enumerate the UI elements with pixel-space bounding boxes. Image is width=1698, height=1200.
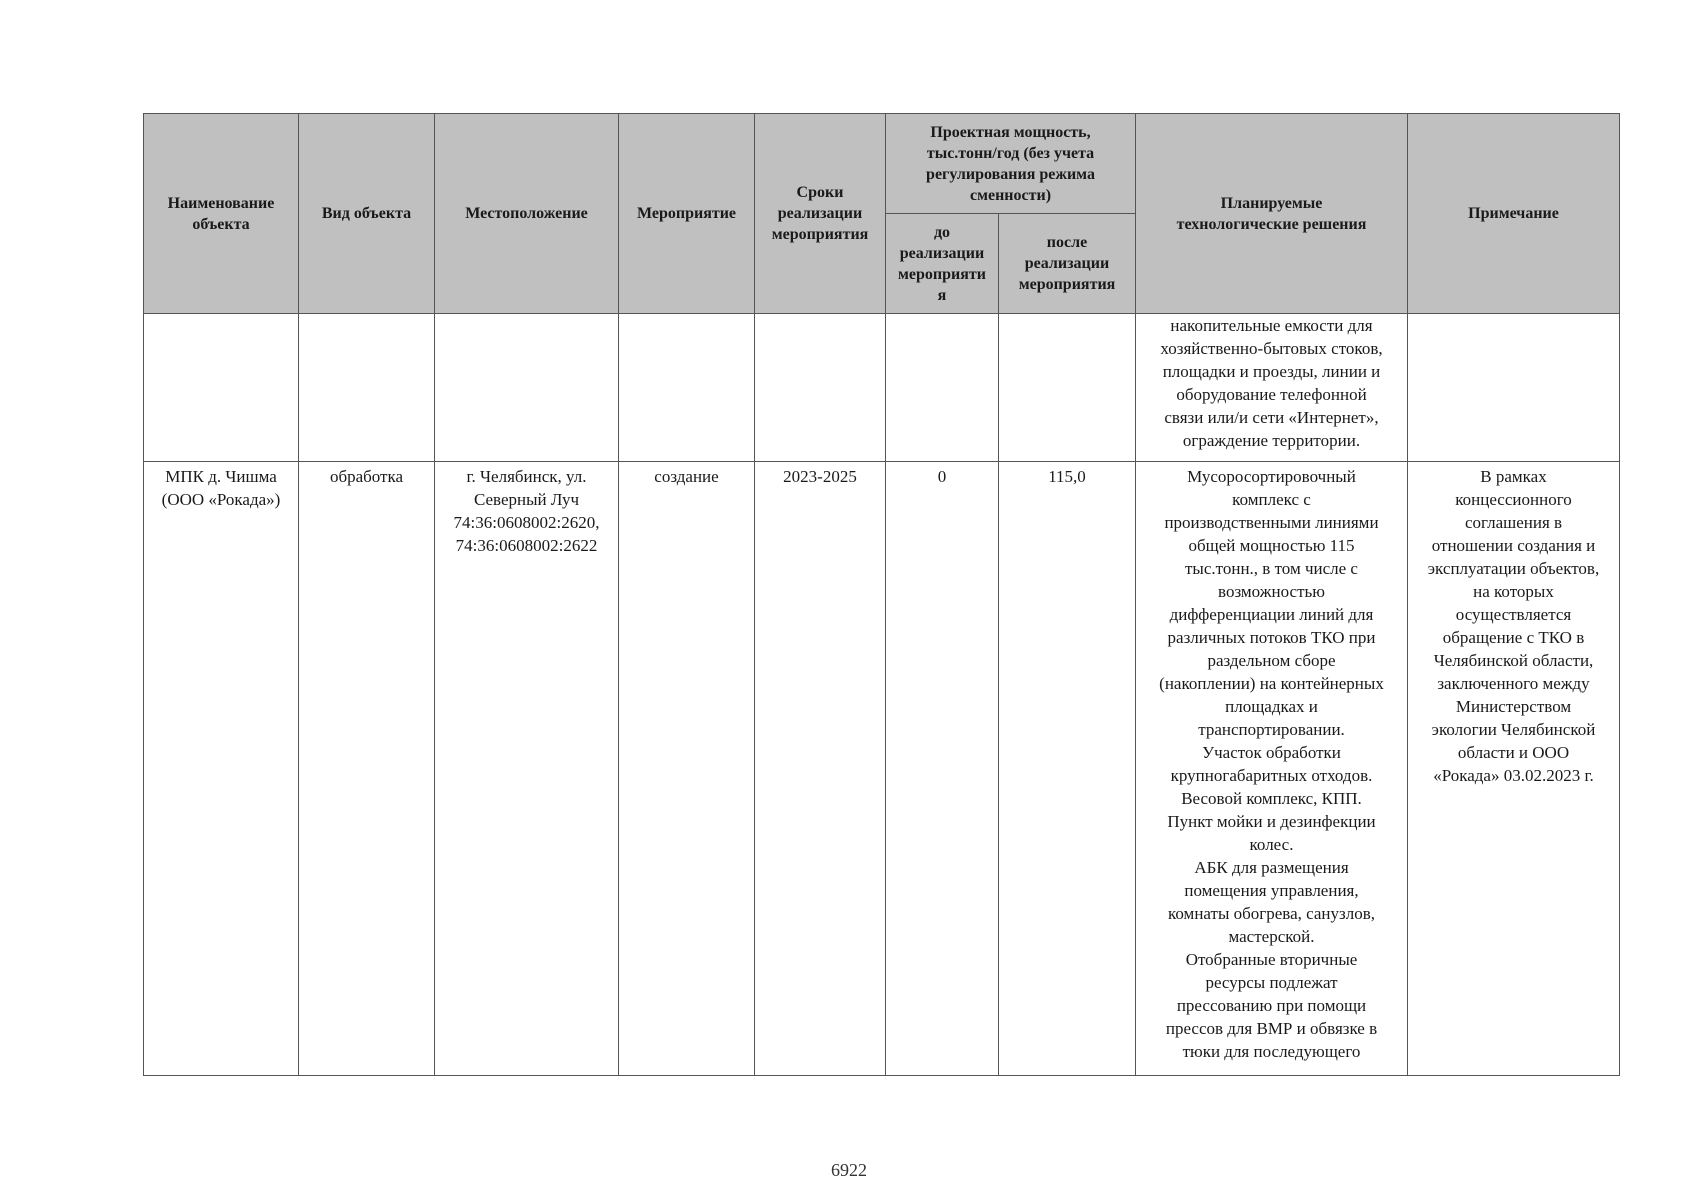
cell-tech: Мусоросортировочный комплекс с производственными линиями общей мощностью 115 тыс.тонн., в том числе с возможностью дифференциации линий для различных потоков ТКО при раздельном сборе (накоплении) на контейнерных площадках и транспортировании. Участок обработки крупногабаритных отходов. Весовой комплекс, КПП. Пункт мойки и дезинфекции колес. АБК для размещения помещения управления, комнаты обогрева, санузлов, мастерской. Отобранные вторичные ресурсы подлежат прессованию при помощи прессов для ВМР и обвязке в тюки для последующего: [1136, 462, 1408, 1076]
cell-name: МПК д. Чишма (ООО «Рокада»): [144, 462, 299, 1076]
cell-capacity-after-empty: [999, 314, 1136, 462]
page-number: 6922: [831, 1160, 867, 1180]
header-location: Местоположение: [435, 114, 619, 314]
cell-capacity-after: 115,0: [999, 462, 1136, 1076]
table-row: [144, 462, 1620, 1076]
cell-period: 2023-2025: [755, 462, 886, 1076]
cell-tech-continuation: накопительные емкости для хозяйственно-бытовых стоков, площадки и проезды, линии и оборудование телефонной связи или/и сети «Интернет», ограждение территории.: [1136, 314, 1408, 462]
header-type: Вид объекта: [299, 114, 435, 314]
table-row-continuation: [144, 314, 1620, 462]
header-name: Наименование объекта: [144, 114, 299, 314]
cell-location-empty: [435, 314, 619, 462]
header-tech: Планируемые технологические решения: [1136, 114, 1408, 314]
cell-capacity-before: 0: [886, 462, 999, 1076]
cell-name-empty: [144, 314, 299, 462]
header-period: Сроки реализации мероприятия: [755, 114, 886, 314]
cell-measure: создание: [619, 462, 755, 1076]
cell-note-empty: [1408, 314, 1620, 462]
cell-note: В рамках концессионного соглашения в отношении создания и эксплуатации объектов, на которых осуществляется обращение с ТКО в Челябинской области, заключенного между Министерством экологии Челябинской области и ООО «Рокада» 03.02.2023 г.: [1408, 462, 1620, 1076]
cell-type: обработка: [299, 462, 435, 1076]
header-note: Примечание: [1408, 114, 1620, 314]
header-capacity-after: после реализации мероприятия: [999, 214, 1136, 314]
header-measure: Мероприятие: [619, 114, 755, 314]
cell-location: г. Челябинск, ул. Северный Луч 74:36:0608002:2620, 74:36:0608002:2622: [435, 462, 619, 1076]
cell-period-empty: [755, 314, 886, 462]
cell-measure-empty: [619, 314, 755, 462]
cell-capacity-before-empty: [886, 314, 999, 462]
header-capacity-group: Проектная мощность, тыс.тонн/год (без учета регулирования режима сменности): [886, 114, 1136, 214]
cell-type-empty: [299, 314, 435, 462]
objects-table: [143, 113, 1620, 1076]
header-capacity-before: до реализации мероприяти я: [886, 214, 999, 314]
